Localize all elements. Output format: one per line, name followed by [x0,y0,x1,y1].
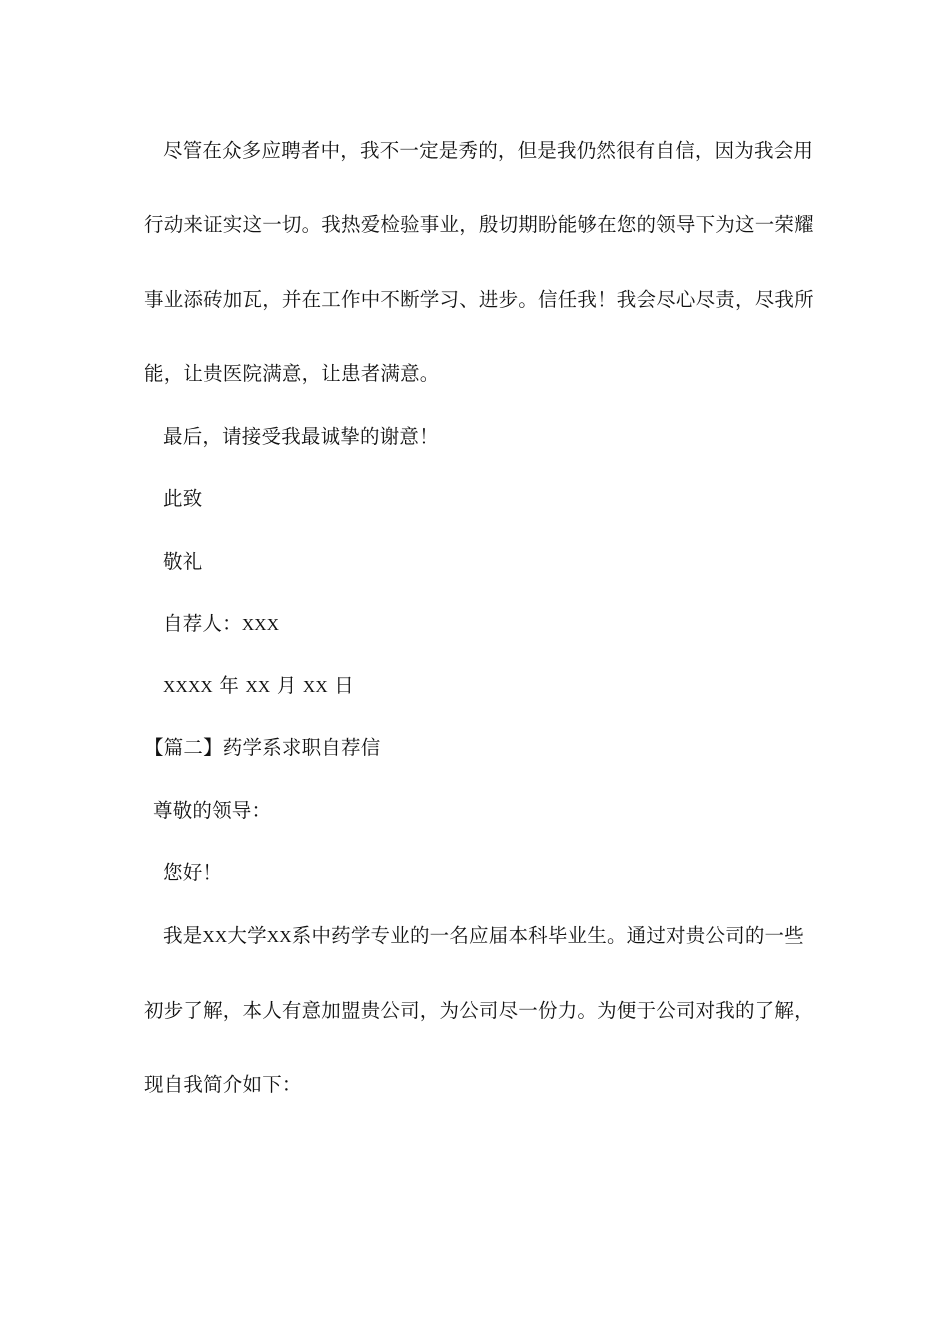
hello-line: 您好！ [163,861,223,884]
placeholder-text: XX [266,927,292,946]
date-line [163,673,823,700]
placeholder-text: XX [202,927,228,946]
salutation-line: 敬礼 [163,550,203,573]
paragraph-text: 系中药学专业的一名应届本科毕业生。通过对贵公司的一些 [291,924,804,947]
date-day: XX [302,677,328,696]
date-month-unit: 月 [276,674,297,697]
date-year: XXXX [163,677,213,696]
greeting-line: 尊敬的领导： [153,799,272,822]
signer-name: XXX [241,615,280,634]
paragraph-line [163,923,823,950]
paragraph-text: 大学 [227,924,267,947]
paragraph-line: 能，让贵医院满意，让患者满意。 [144,362,440,385]
date-month: XX [245,677,271,696]
signer-label: 自荐人： [163,612,242,635]
paragraph-text: 我是 [163,924,203,947]
paragraph-line: 初步了解，本人有意加盟贵公司，为公司尽一份力。为便于公司对我的了解， [144,999,814,1022]
date-year-unit: 年 [219,674,240,697]
salutation-line: 此致 [163,487,203,510]
section-heading: 【篇二】药学系求职自荐信 [144,736,381,759]
paragraph-line: 现自我简介如下： [144,1073,302,1096]
paragraph-line: 尽管在众多应聘者中，我不一定是秀的，但是我仍然很有自信，因为我会用 [163,139,814,162]
paragraph-line: 行动来证实这一切。我热爱检验事业，殷切期盼能够在您的领导下为这一荣耀 [144,213,814,236]
signer-line [163,611,823,638]
paragraph-line: 事业添砖加瓦，并在工作中不断学习、进步。信任我！我会尽心尽责，尽我所 [144,288,814,311]
closing-line: 最后，请接受我最诚挚的谢意！ [163,425,439,448]
date-day-unit: 日 [334,674,354,697]
